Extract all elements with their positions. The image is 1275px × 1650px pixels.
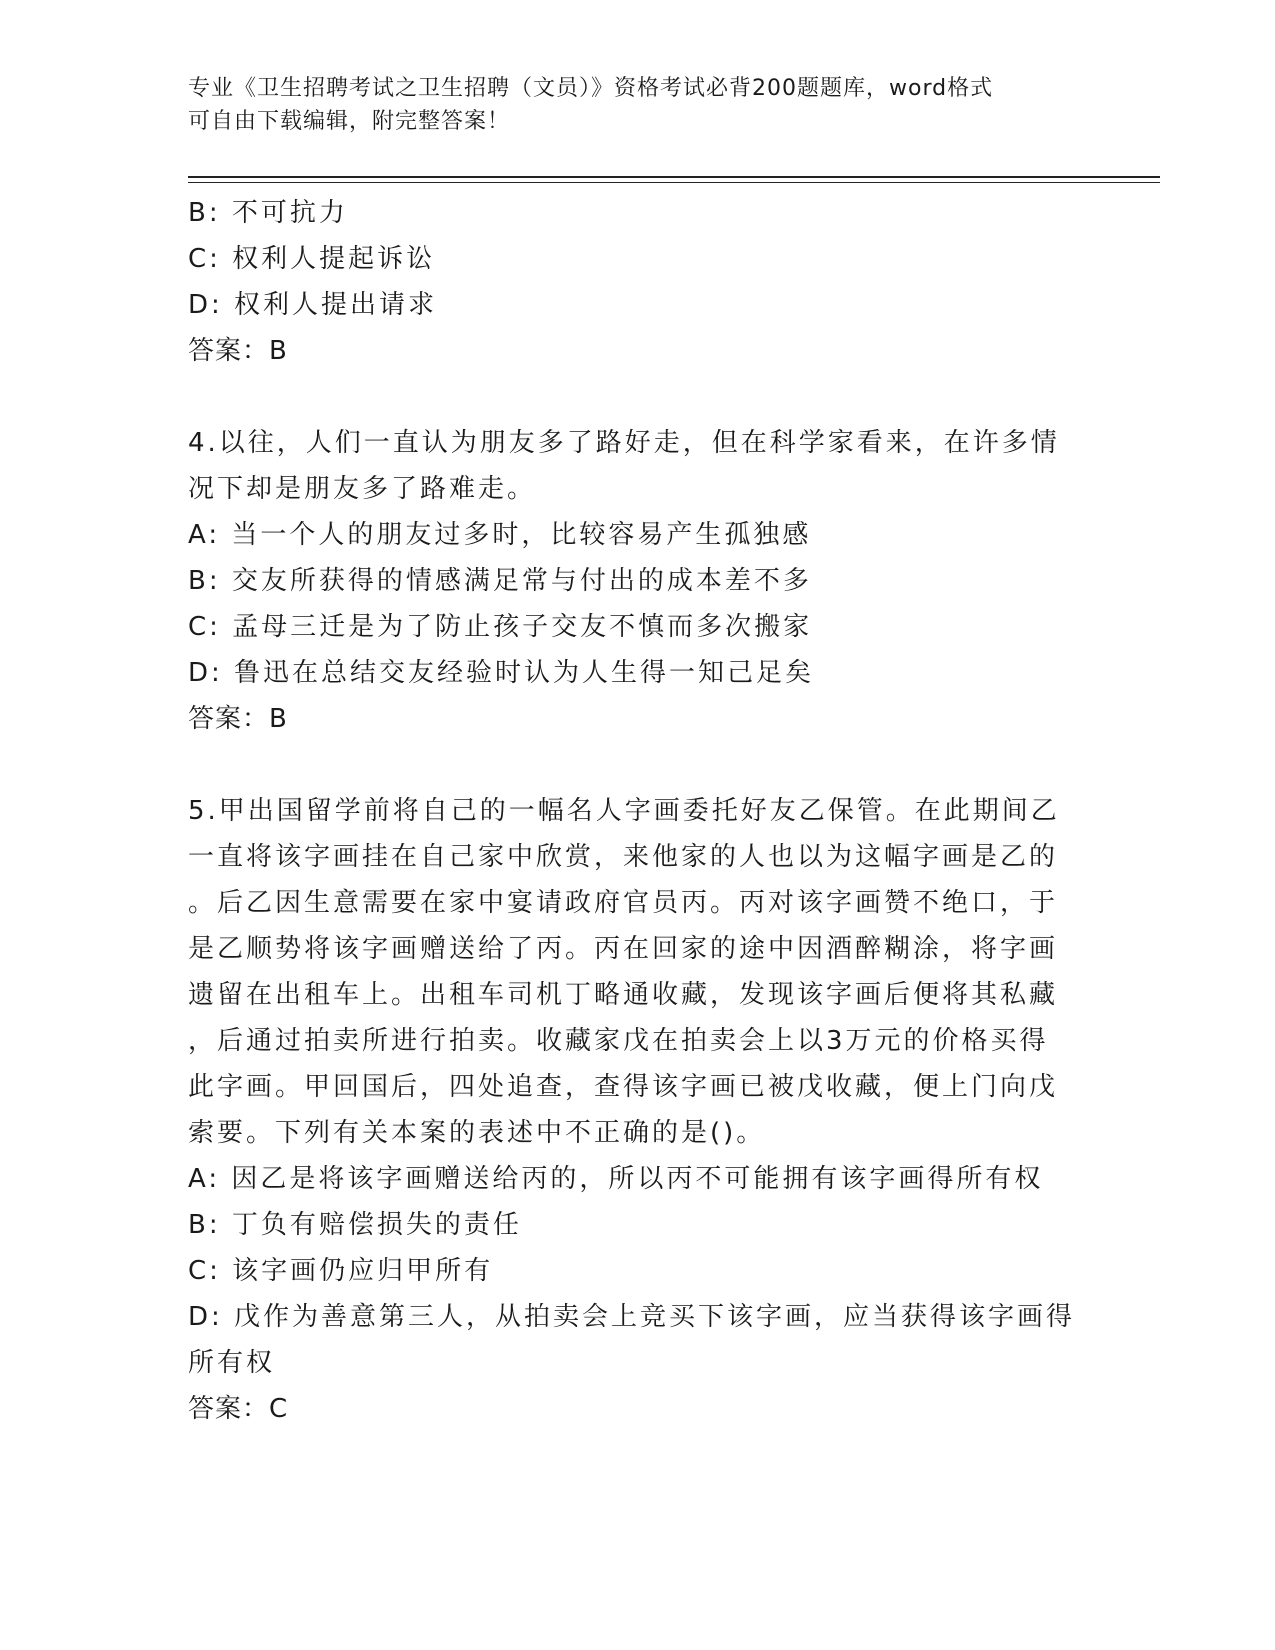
stem-line: ，后通过拍卖所进行拍卖。收藏家戊在拍卖会上以3万元的价格买得	[188, 1026, 1049, 1056]
stem-line: 。后乙因生意需要在家中宴请政府官员丙。丙对该字画赞不绝口，于	[188, 888, 1059, 918]
stem-line: 5.甲出国留学前将自己的一幅名人字画委托好友乙保管。在此期间乙	[188, 796, 1060, 826]
header-line-2: 可自由下载编辑，附完整答案！	[188, 109, 511, 134]
answer: 答案：B	[188, 336, 288, 366]
question-4	[188, 420, 1078, 742]
question-stem	[188, 788, 1078, 1156]
spacer	[188, 374, 1078, 420]
stem-line: 遗留在出租车上。出租车司机丁略通收藏，发现该字画后便将其私藏	[188, 980, 1059, 1010]
option-b: B: 交友所获得的情感满足常与付出的成本差不多	[188, 566, 812, 596]
stem-line: 是乙顺势将该字画赠送给了丙。丙在回家的途中因酒醉糊涂，将字画	[188, 934, 1059, 964]
question-3	[188, 190, 1078, 374]
question-5	[188, 788, 1078, 1432]
header-divider-thin	[188, 182, 1160, 183]
answer: 答案：B	[188, 704, 288, 734]
spacer	[188, 742, 1078, 788]
header-line-1: 专业《卫生招聘考试之卫生招聘（文员）》资格考试必背200题题库，word格式	[188, 76, 994, 101]
option-d: D: 戊作为善意第三人，从拍卖会上竞买下该字画，应当获得该字画得	[188, 1302, 1076, 1332]
question-stem	[188, 420, 1078, 512]
option-b: B: 不可抗力	[188, 198, 348, 228]
option-a: A: 因乙是将该字画赠送给丙的，所以丙不可能拥有该字画得所有权	[188, 1164, 1044, 1194]
option-c: C: 该字画仍应归甲所有	[188, 1256, 494, 1286]
option-c: C: 孟母三迁是为了防止孩子交友不慎而多次搬家	[188, 612, 813, 642]
stem-line: 此字画。甲回国后，四处追查，查得该字画已被戊收藏，便上门向戊	[188, 1072, 1059, 1102]
option-d: D: 鲁迅在总结交友经验时认为人生得一知己足矣	[188, 658, 815, 688]
answer: 答案：C	[188, 1394, 289, 1424]
option-d: D: 权利人提出请求	[188, 290, 438, 320]
document-header	[188, 72, 1068, 138]
option-b: B: 丁负有赔偿损失的责任	[188, 1210, 522, 1240]
stem-line: 况下却是朋友多了路难走。	[188, 474, 537, 504]
option-a: A: 当一个人的朋友过多时，比较容易产生孤独感	[188, 520, 812, 550]
stem-line: 4.以往，人们一直认为朋友多了路好走，但在科学家看来，在许多情	[188, 428, 1060, 458]
option-d-continued: 所有权	[188, 1348, 276, 1378]
stem-line: 一直将该字画挂在自己家中欣赏，来他家的人也以为这幅字画是乙的	[188, 842, 1059, 872]
document-body	[188, 190, 1078, 1432]
option-c: C: 权利人提起诉讼	[188, 244, 436, 274]
header-divider-thick	[188, 176, 1160, 178]
stem-line: 索要。下列有关本案的表述中不正确的是()。	[188, 1118, 766, 1148]
